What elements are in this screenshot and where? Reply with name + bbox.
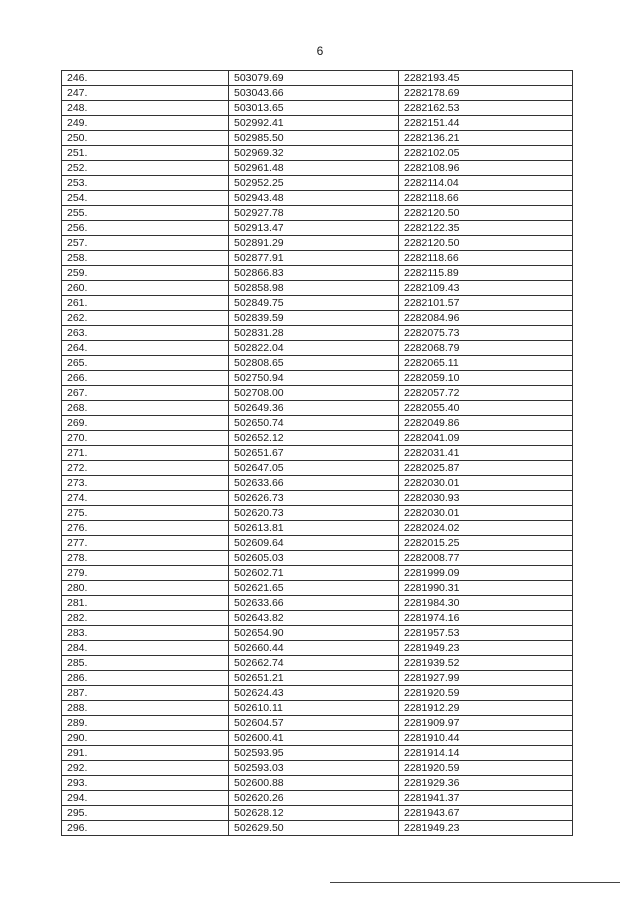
point-number-cell: 288.	[62, 701, 229, 716]
y-coordinate-cell: 2282151.44	[399, 116, 573, 131]
table-row	[62, 731, 573, 746]
x-coordinate-cell: 502626.73	[229, 491, 399, 506]
x-coordinate-cell: 503079.69	[229, 71, 399, 86]
x-coordinate-cell: 502624.43	[229, 686, 399, 701]
coordinates-table	[61, 70, 573, 836]
point-number-cell: 276.	[62, 521, 229, 536]
point-number-cell: 253.	[62, 176, 229, 191]
point-number-cell: 259.	[62, 266, 229, 281]
x-coordinate-cell: 502660.44	[229, 641, 399, 656]
x-coordinate-cell: 502652.12	[229, 431, 399, 446]
point-number-cell: 267.	[62, 386, 229, 401]
x-coordinate-cell: 502808.65	[229, 356, 399, 371]
point-number-cell: 271.	[62, 446, 229, 461]
point-number-cell: 263.	[62, 326, 229, 341]
y-coordinate-cell: 2282178.69	[399, 86, 573, 101]
x-coordinate-cell: 502613.81	[229, 521, 399, 536]
table-row	[62, 251, 573, 266]
point-number-cell: 291.	[62, 746, 229, 761]
y-coordinate-cell: 2281920.59	[399, 761, 573, 776]
point-number-cell: 281.	[62, 596, 229, 611]
x-coordinate-cell: 502961.48	[229, 161, 399, 176]
x-coordinate-cell: 502662.74	[229, 656, 399, 671]
x-coordinate-cell: 502750.94	[229, 371, 399, 386]
x-coordinate-cell: 502952.25	[229, 176, 399, 191]
table-row	[62, 86, 573, 101]
y-coordinate-cell: 2282101.57	[399, 296, 573, 311]
table-row	[62, 461, 573, 476]
table-row	[62, 71, 573, 86]
x-coordinate-cell: 502620.73	[229, 506, 399, 521]
y-coordinate-cell: 2281927.99	[399, 671, 573, 686]
point-number-cell: 280.	[62, 581, 229, 596]
table-row	[62, 761, 573, 776]
y-coordinate-cell: 2282065.11	[399, 356, 573, 371]
x-coordinate-cell: 502877.91	[229, 251, 399, 266]
x-coordinate-cell: 502866.83	[229, 266, 399, 281]
x-coordinate-cell: 502927.78	[229, 206, 399, 221]
y-coordinate-cell: 2282055.40	[399, 401, 573, 416]
point-number-cell: 256.	[62, 221, 229, 236]
table-row	[62, 566, 573, 581]
y-coordinate-cell: 2281909.97	[399, 716, 573, 731]
y-coordinate-cell: 2282122.35	[399, 221, 573, 236]
point-number-cell: 290.	[62, 731, 229, 746]
y-coordinate-cell: 2282193.45	[399, 71, 573, 86]
table-row	[62, 476, 573, 491]
y-coordinate-cell: 2282114.04	[399, 176, 573, 191]
table-row	[62, 491, 573, 506]
footer-rule	[330, 882, 620, 883]
x-coordinate-cell: 502609.64	[229, 536, 399, 551]
y-coordinate-cell: 2282108.96	[399, 161, 573, 176]
x-coordinate-cell: 502647.05	[229, 461, 399, 476]
point-number-cell: 284.	[62, 641, 229, 656]
table-row	[62, 266, 573, 281]
page-number: 6	[316, 44, 324, 58]
point-number-cell: 249.	[62, 116, 229, 131]
x-coordinate-cell: 502651.67	[229, 446, 399, 461]
x-coordinate-cell: 502858.98	[229, 281, 399, 296]
y-coordinate-cell: 2282031.41	[399, 446, 573, 461]
y-coordinate-cell: 2282120.50	[399, 206, 573, 221]
point-number-cell: 272.	[62, 461, 229, 476]
x-coordinate-cell: 502621.65	[229, 581, 399, 596]
y-coordinate-cell: 2282118.66	[399, 251, 573, 266]
y-coordinate-cell: 2282025.87	[399, 461, 573, 476]
point-number-cell: 286.	[62, 671, 229, 686]
point-number-cell: 278.	[62, 551, 229, 566]
point-number-cell: 296.	[62, 821, 229, 836]
table-row	[62, 551, 573, 566]
point-number-cell: 268.	[62, 401, 229, 416]
point-number-cell: 279.	[62, 566, 229, 581]
x-coordinate-cell: 502633.66	[229, 596, 399, 611]
x-coordinate-cell: 502943.48	[229, 191, 399, 206]
x-coordinate-cell: 502708.00	[229, 386, 399, 401]
point-number-cell: 251.	[62, 146, 229, 161]
point-number-cell: 273.	[62, 476, 229, 491]
y-coordinate-cell: 2282120.50	[399, 236, 573, 251]
x-coordinate-cell: 502610.11	[229, 701, 399, 716]
x-coordinate-cell: 502602.71	[229, 566, 399, 581]
table-row	[62, 791, 573, 806]
x-coordinate-cell: 502604.57	[229, 716, 399, 731]
table-row	[62, 386, 573, 401]
y-coordinate-cell: 2281920.59	[399, 686, 573, 701]
point-number-cell: 294.	[62, 791, 229, 806]
x-coordinate-cell: 502600.41	[229, 731, 399, 746]
table-row	[62, 146, 573, 161]
x-coordinate-cell: 502620.26	[229, 791, 399, 806]
y-coordinate-cell: 2281949.23	[399, 821, 573, 836]
x-coordinate-cell: 502600.88	[229, 776, 399, 791]
x-coordinate-cell: 502992.41	[229, 116, 399, 131]
x-coordinate-cell: 502649.36	[229, 401, 399, 416]
x-coordinate-cell: 502822.04	[229, 341, 399, 356]
table-row	[62, 296, 573, 311]
table-row	[62, 206, 573, 221]
point-number-cell: 282.	[62, 611, 229, 626]
y-coordinate-cell: 2281949.23	[399, 641, 573, 656]
point-number-cell: 248.	[62, 101, 229, 116]
point-number-cell: 285.	[62, 656, 229, 671]
point-number-cell: 292.	[62, 761, 229, 776]
table-row	[62, 221, 573, 236]
table-row	[62, 356, 573, 371]
table-row	[62, 596, 573, 611]
x-coordinate-cell: 502831.28	[229, 326, 399, 341]
y-coordinate-cell: 2282041.09	[399, 431, 573, 446]
y-coordinate-cell: 2282075.73	[399, 326, 573, 341]
point-number-cell: 295.	[62, 806, 229, 821]
x-coordinate-cell: 502643.82	[229, 611, 399, 626]
x-coordinate-cell: 502654.90	[229, 626, 399, 641]
point-number-cell: 247.	[62, 86, 229, 101]
y-coordinate-cell: 2282008.77	[399, 551, 573, 566]
y-coordinate-cell: 2282030.93	[399, 491, 573, 506]
x-coordinate-cell: 502629.50	[229, 821, 399, 836]
table-row	[62, 521, 573, 536]
point-number-cell: 254.	[62, 191, 229, 206]
y-coordinate-cell: 2281939.52	[399, 656, 573, 671]
y-coordinate-cell: 2282162.53	[399, 101, 573, 116]
table-row	[62, 176, 573, 191]
y-coordinate-cell: 2281912.29	[399, 701, 573, 716]
y-coordinate-cell: 2282024.02	[399, 521, 573, 536]
y-coordinate-cell: 2281990.31	[399, 581, 573, 596]
point-number-cell: 277.	[62, 536, 229, 551]
y-coordinate-cell: 2281974.16	[399, 611, 573, 626]
point-number-cell: 269.	[62, 416, 229, 431]
table-row	[62, 776, 573, 791]
table-row	[62, 401, 573, 416]
y-coordinate-cell: 2282030.01	[399, 476, 573, 491]
y-coordinate-cell: 2282102.05	[399, 146, 573, 161]
x-coordinate-cell: 502633.66	[229, 476, 399, 491]
x-coordinate-cell: 502605.03	[229, 551, 399, 566]
table-row	[62, 806, 573, 821]
table-row	[62, 821, 573, 836]
x-coordinate-cell: 502913.47	[229, 221, 399, 236]
y-coordinate-cell: 2282136.21	[399, 131, 573, 146]
table-row	[62, 191, 573, 206]
table-row	[62, 131, 573, 146]
y-coordinate-cell: 2281957.53	[399, 626, 573, 641]
y-coordinate-cell: 2282030.01	[399, 506, 573, 521]
table-row	[62, 371, 573, 386]
point-number-cell: 252.	[62, 161, 229, 176]
point-number-cell: 266.	[62, 371, 229, 386]
point-number-cell: 283.	[62, 626, 229, 641]
point-number-cell: 257.	[62, 236, 229, 251]
point-number-cell: 270.	[62, 431, 229, 446]
table-row	[62, 671, 573, 686]
y-coordinate-cell: 2282059.10	[399, 371, 573, 386]
y-coordinate-cell: 2281984.30	[399, 596, 573, 611]
coordinates-table-body	[62, 71, 573, 836]
table-row	[62, 656, 573, 671]
x-coordinate-cell: 503043.66	[229, 86, 399, 101]
table-row	[62, 281, 573, 296]
point-number-cell: 289.	[62, 716, 229, 731]
table-row	[62, 341, 573, 356]
point-number-cell: 246.	[62, 71, 229, 86]
point-number-cell: 275.	[62, 506, 229, 521]
table-row	[62, 716, 573, 731]
y-coordinate-cell: 2281941.37	[399, 791, 573, 806]
table-row	[62, 236, 573, 251]
x-coordinate-cell: 502628.12	[229, 806, 399, 821]
table-row	[62, 311, 573, 326]
y-coordinate-cell: 2282109.43	[399, 281, 573, 296]
point-number-cell: 262.	[62, 311, 229, 326]
point-number-cell: 287.	[62, 686, 229, 701]
table-row	[62, 746, 573, 761]
x-coordinate-cell: 503013.65	[229, 101, 399, 116]
point-number-cell: 293.	[62, 776, 229, 791]
y-coordinate-cell: 2281943.67	[399, 806, 573, 821]
x-coordinate-cell: 502849.75	[229, 296, 399, 311]
table-row	[62, 326, 573, 341]
y-coordinate-cell: 2282015.25	[399, 536, 573, 551]
x-coordinate-cell: 502969.32	[229, 146, 399, 161]
table-row	[62, 611, 573, 626]
table-row	[62, 161, 573, 176]
point-number-cell: 250.	[62, 131, 229, 146]
y-coordinate-cell: 2282118.66	[399, 191, 573, 206]
table-row	[62, 626, 573, 641]
y-coordinate-cell: 2282084.96	[399, 311, 573, 326]
x-coordinate-cell: 502650.74	[229, 416, 399, 431]
x-coordinate-cell: 502985.50	[229, 131, 399, 146]
y-coordinate-cell: 2281910.44	[399, 731, 573, 746]
point-number-cell: 264.	[62, 341, 229, 356]
point-number-cell: 258.	[62, 251, 229, 266]
point-number-cell: 261.	[62, 296, 229, 311]
table-row	[62, 446, 573, 461]
y-coordinate-cell: 2281999.09	[399, 566, 573, 581]
x-coordinate-cell: 502651.21	[229, 671, 399, 686]
point-number-cell: 274.	[62, 491, 229, 506]
table-row	[62, 641, 573, 656]
table-row	[62, 701, 573, 716]
table-row	[62, 116, 573, 131]
table-row	[62, 686, 573, 701]
x-coordinate-cell: 502593.03	[229, 761, 399, 776]
table-row	[62, 431, 573, 446]
y-coordinate-cell: 2282057.72	[399, 386, 573, 401]
y-coordinate-cell: 2282049.86	[399, 416, 573, 431]
table-row	[62, 101, 573, 116]
point-number-cell: 255.	[62, 206, 229, 221]
y-coordinate-cell: 2281929.36	[399, 776, 573, 791]
table-row	[62, 536, 573, 551]
y-coordinate-cell: 2281914.14	[399, 746, 573, 761]
point-number-cell: 260.	[62, 281, 229, 296]
point-number-cell: 265.	[62, 356, 229, 371]
y-coordinate-cell: 2282068.79	[399, 341, 573, 356]
x-coordinate-cell: 502593.95	[229, 746, 399, 761]
x-coordinate-cell: 502839.59	[229, 311, 399, 326]
x-coordinate-cell: 502891.29	[229, 236, 399, 251]
table-row	[62, 416, 573, 431]
table-row	[62, 506, 573, 521]
y-coordinate-cell: 2282115.89	[399, 266, 573, 281]
table-row	[62, 581, 573, 596]
